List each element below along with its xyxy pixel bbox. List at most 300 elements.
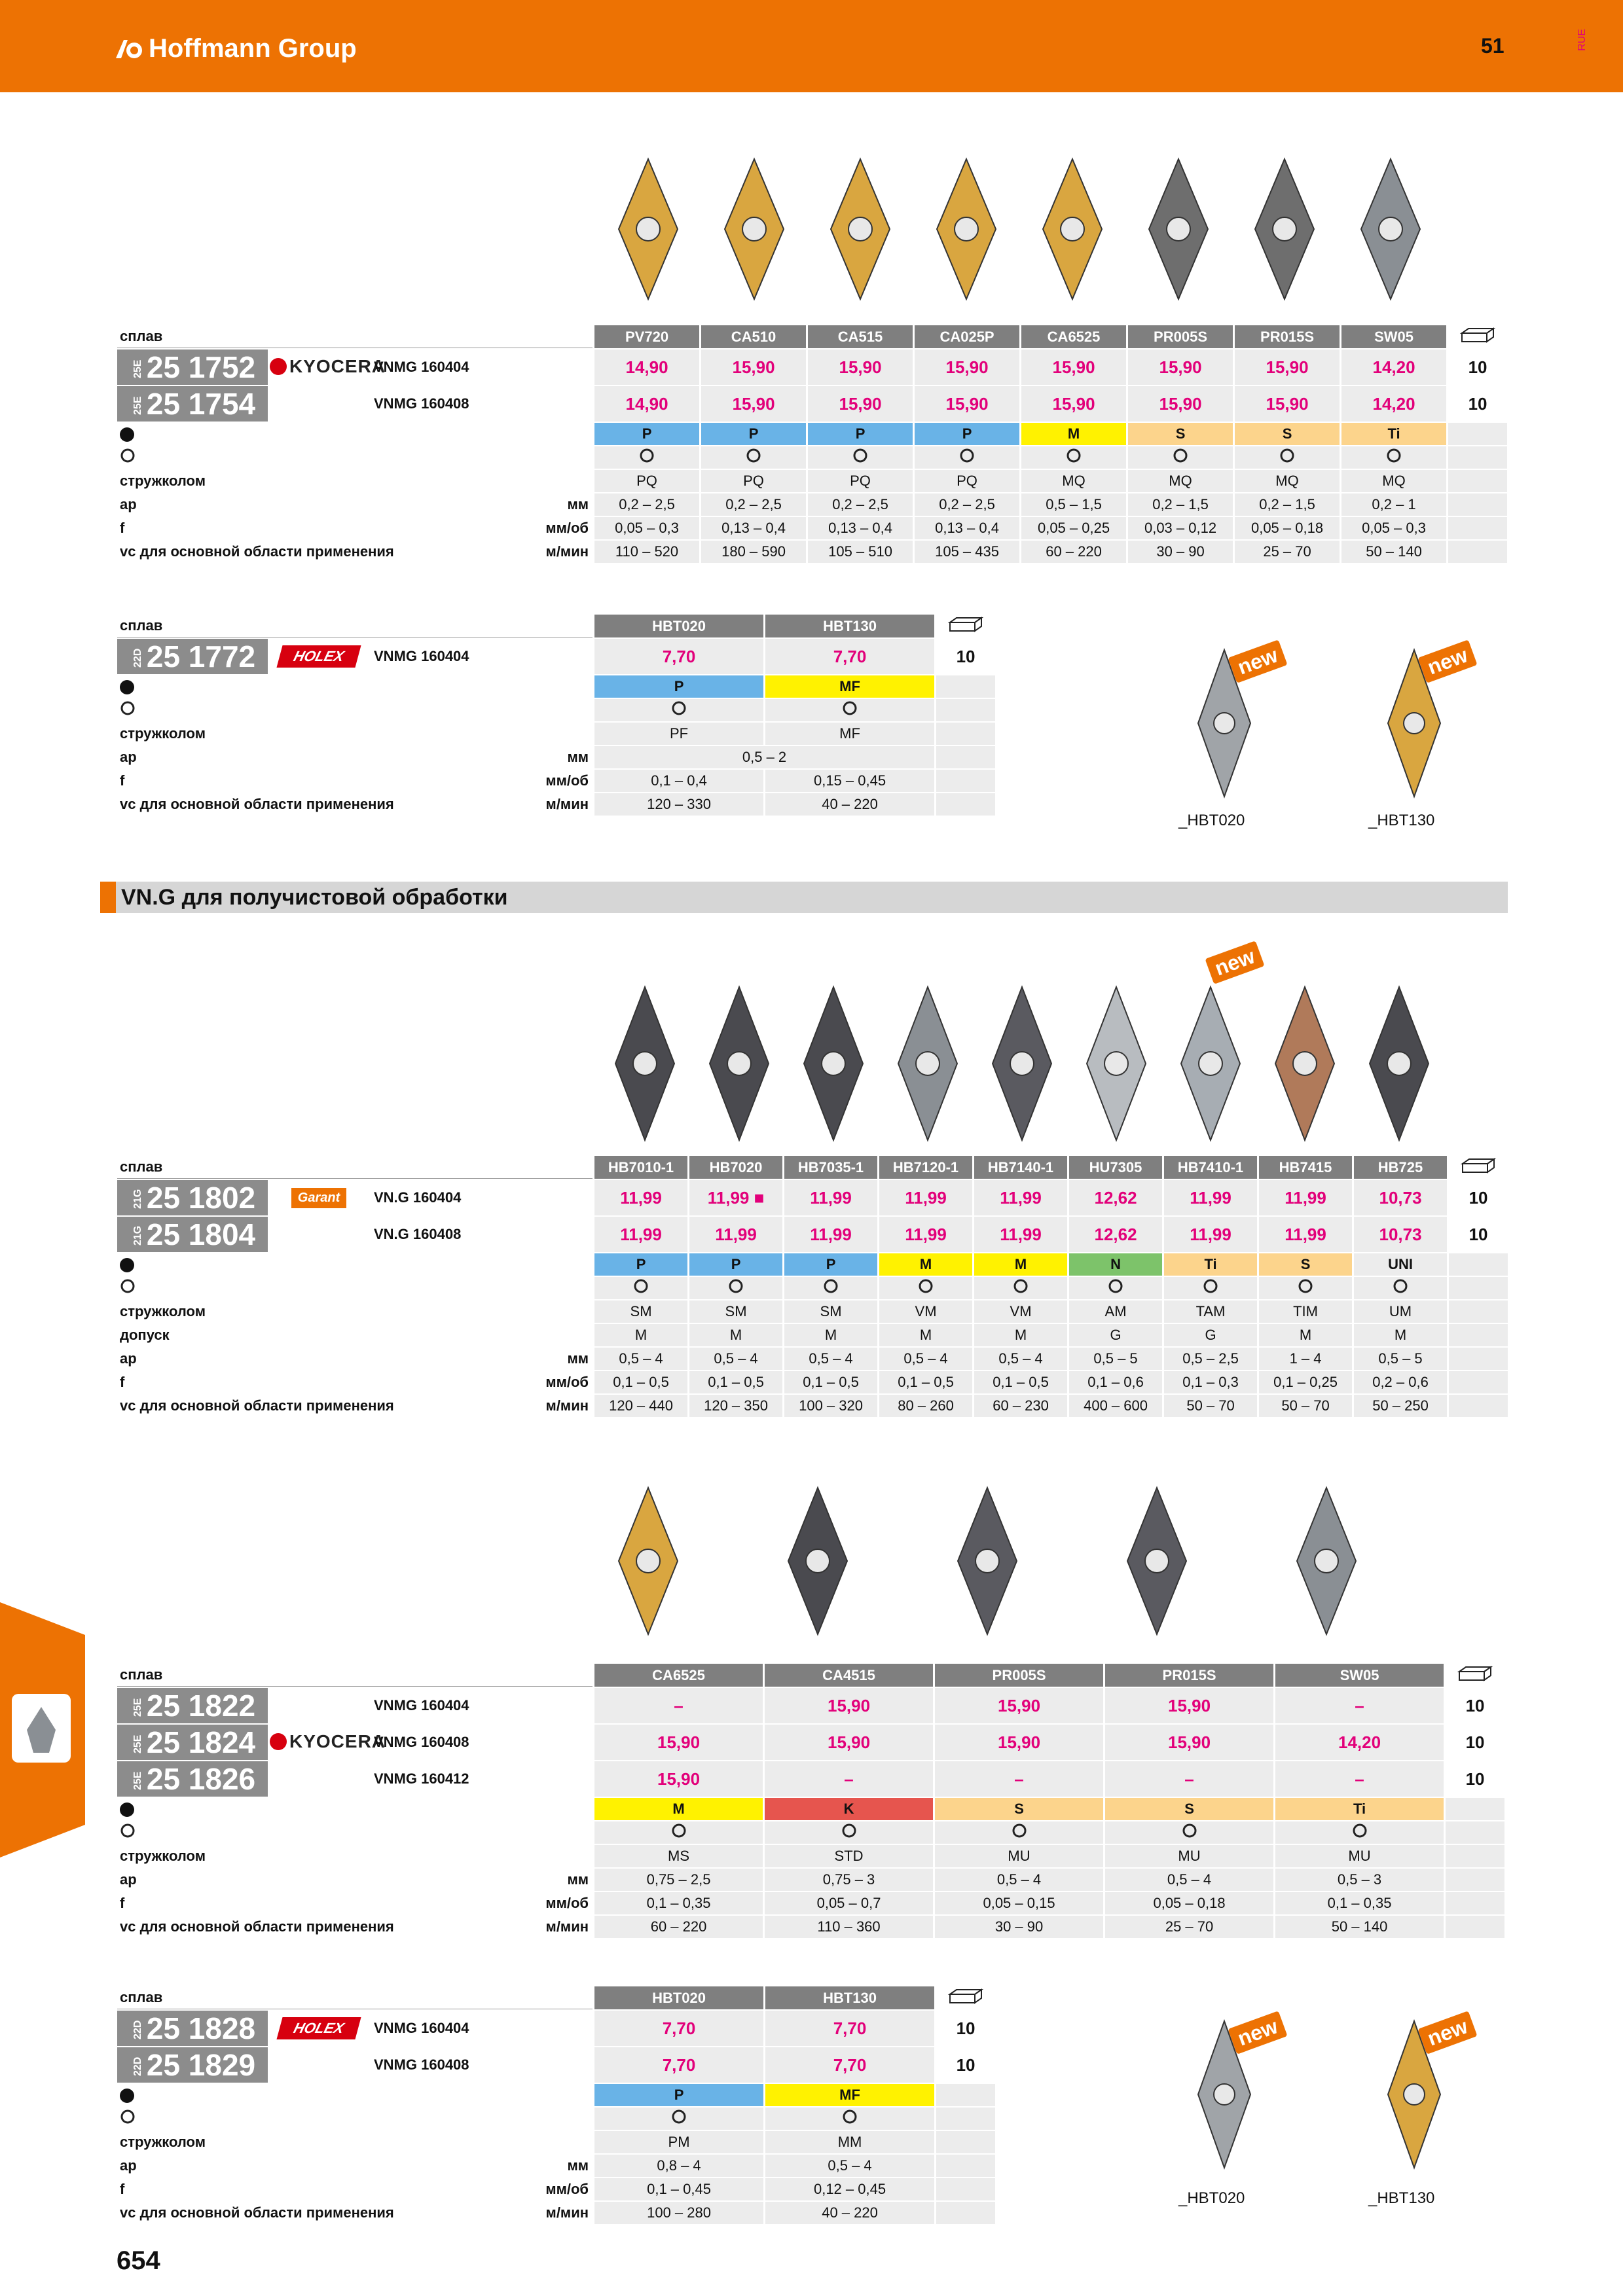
price-cell[interactable]: 11,99 ■ [689, 1180, 782, 1215]
speed-cell: 60 – 220 [594, 1916, 763, 1938]
price-cell[interactable]: 14,90 [594, 350, 699, 385]
product-table-1 [115, 324, 1510, 564]
speed-cell: 105 – 435 [915, 541, 1019, 563]
ap-row [117, 1348, 1508, 1370]
geometry-cell [1021, 446, 1126, 469]
material-group: K [765, 1798, 933, 1820]
chipbreaker-cell: MU [1105, 1845, 1273, 1867]
speed-cell: 100 – 280 [594, 2202, 763, 2224]
empty-cell [936, 2202, 995, 2224]
empty-cell [936, 2178, 995, 2200]
grade-header: HB7140-1 [974, 1156, 1067, 1179]
article-number [117, 386, 268, 422]
chipbreaker-cell: MF [765, 723, 934, 745]
chipbreaker-shape-icon [1279, 448, 1295, 463]
cutting-insert-image [1275, 987, 1334, 1140]
article-number [117, 2011, 268, 2046]
price-cell[interactable]: 15,90 [935, 1725, 1103, 1760]
feed-cell: 0,1 – 0,35 [1275, 1892, 1444, 1914]
geometry-row [117, 1821, 1504, 1844]
cutting-insert-image [1043, 159, 1102, 299]
speed-cell: 30 – 90 [935, 1916, 1103, 1938]
feed-label: f [120, 520, 125, 536]
grade-header: HBT020 [594, 615, 763, 637]
material-dot-icon [120, 2089, 134, 2103]
ap-cell: 0,5 – 3 [1275, 1869, 1444, 1891]
price-cell[interactable]: 15,90 [915, 350, 1019, 385]
feed-label: f [120, 1374, 125, 1390]
chipbreaker-cell: VM [974, 1300, 1067, 1323]
article-row [117, 1217, 1508, 1252]
speed-cell: 110 – 520 [594, 541, 699, 563]
chipbreaker-label: стружколом [120, 1848, 206, 1864]
empty-cell [1448, 493, 1507, 516]
tolerance-cell: M [974, 1324, 1067, 1346]
tolerance-label: допуск [120, 1327, 170, 1343]
speed-cell: 50 – 140 [1275, 1916, 1444, 1938]
ap-cell: 0,8 – 4 [594, 2155, 763, 2177]
cutting-insert-image [1370, 987, 1429, 1140]
chipbreaker-shape-icon [918, 1278, 934, 1294]
price-cell[interactable]: 14,90 [594, 386, 699, 422]
price-cell[interactable]: 11,99 [784, 1217, 877, 1252]
geometry-cell [594, 2108, 763, 2130]
speed-cell: 40 – 220 [765, 793, 934, 816]
empty-cell [1449, 1300, 1508, 1323]
cutting-insert-image [1149, 159, 1208, 299]
chipbreaker-row [117, 723, 995, 745]
material-group: P [594, 675, 763, 698]
empty-cell [1448, 541, 1507, 563]
brand-cell [270, 1217, 368, 1252]
chipbreaker-shape-icon [1066, 448, 1082, 463]
inserts-row-3 [589, 982, 1506, 1158]
group-code: 25E [132, 1698, 143, 1717]
price-cell[interactable]: 11,99 [594, 1180, 687, 1215]
grade-header: CA515 [808, 325, 913, 348]
turning-side-tab[interactable] [0, 1602, 85, 1857]
grade-header: CA6525 [1021, 325, 1126, 348]
price-cell[interactable]: 11,99 [594, 1217, 687, 1252]
chipbreaker-cell: SM [689, 1300, 782, 1323]
ap-cell: 0,5 – 2,5 [1164, 1348, 1257, 1370]
geometry-label [117, 2108, 593, 2130]
article-number [117, 1688, 268, 1723]
feed-cell: 0,05 – 0,3 [1341, 517, 1446, 539]
ap-cell: 0,75 – 2,5 [594, 1869, 763, 1891]
chipbreaker-shape-icon [1393, 1278, 1408, 1294]
material-label [117, 1798, 593, 1820]
price-cell[interactable]: 15,90 [765, 1725, 933, 1760]
inserts-row-1 [589, 154, 1453, 317]
price-cell[interactable]: 7,70 [765, 2011, 934, 2046]
material-group: P [594, 1253, 687, 1276]
empty-cell [1449, 1253, 1508, 1276]
product-table-4 [115, 1662, 1510, 1939]
chipbreaker-shape-icon [1108, 1278, 1123, 1294]
material-group: P [594, 2084, 763, 2106]
speed-cell: 25 – 70 [1235, 541, 1340, 563]
price-cell[interactable]: 15,90 [765, 1688, 933, 1723]
tolerance-row [117, 1324, 1508, 1346]
material-dot-icon [120, 427, 134, 442]
speed-unit: м/мин [545, 1397, 589, 1414]
grade-header: CA6525 [594, 1664, 763, 1687]
empty-cell [936, 675, 995, 698]
chipbreaker-row [117, 1845, 1504, 1867]
grade-header: HBT130 [765, 1986, 934, 2009]
chipbreaker-shape-icon [842, 2109, 858, 2125]
price-cell[interactable]: 15,90 [1128, 386, 1233, 422]
geometry-row [117, 2108, 995, 2130]
feed-cell: 0,2 – 0,6 [1354, 1371, 1447, 1393]
grades-header-row [117, 1156, 1508, 1179]
empty-cell [936, 2084, 995, 2106]
speed-row [117, 2202, 995, 2224]
spec-table [115, 1985, 997, 2225]
price-cell[interactable]: 15,90 [1021, 386, 1126, 422]
kyocera-logo [270, 1731, 386, 1752]
cutting-insert-image [788, 1488, 847, 1634]
chipbreaker-shape-icon [842, 700, 858, 716]
speed-cell: 50 – 70 [1259, 1395, 1352, 1417]
ap-label: ap [120, 2157, 137, 2174]
garant-logo: Garant [291, 1188, 346, 1208]
price-cell[interactable]: – [1105, 1761, 1273, 1797]
ap-cell: 0,75 – 3 [765, 1869, 933, 1891]
chipbreaker-label: стружколом [120, 473, 206, 489]
chipbreaker-shape-icon [671, 700, 687, 716]
price-cell[interactable]: 15,90 [594, 1761, 763, 1797]
price-cell[interactable]: 10,73 [1354, 1180, 1447, 1215]
price-cell[interactable]: 11,99 [974, 1217, 1067, 1252]
chipbreaker-row [117, 1300, 1508, 1323]
ap-label: ap [120, 496, 137, 512]
price-cell[interactable]: – [1275, 1761, 1444, 1797]
chipbreaker-cell: MU [1275, 1845, 1444, 1867]
price-cell[interactable]: 15,90 [1021, 350, 1126, 385]
ap-cell: 0,5 – 4 [935, 1869, 1103, 1891]
brand-cell [270, 386, 368, 422]
material-group: P [808, 423, 913, 445]
cutting-geometry-icon [120, 700, 136, 716]
article-number [117, 1761, 268, 1797]
chipbreaker-cell: PQ [915, 470, 1019, 492]
footer-page-number: 654 [117, 2246, 160, 2275]
speed-cell: 120 – 440 [594, 1395, 687, 1417]
material-group: Ti [1275, 1798, 1444, 1820]
speed-cell: 120 – 330 [594, 793, 763, 816]
geometry-cell [1275, 1821, 1444, 1844]
chipbreaker-cell: PF [594, 723, 763, 745]
ap-cell: 0,5 – 4 [765, 2155, 934, 2177]
grade-header: HB725 [1354, 1156, 1447, 1179]
package-box-icon [1457, 1665, 1493, 1682]
article-row [117, 350, 1507, 385]
feed-cell: 0,1 – 0,5 [974, 1371, 1067, 1393]
article-id: 25 1754 [146, 387, 256, 421]
pack-quantity: 10 [1468, 1187, 1488, 1208]
chipbreaker-cell: SM [784, 1300, 877, 1323]
price-cell[interactable]: 15,90 [701, 386, 806, 422]
hoffmann-logo-icon [115, 36, 143, 62]
article-row [117, 1688, 1504, 1723]
chipbreaker-shape-icon [1298, 1278, 1313, 1294]
grades-header-row [117, 325, 1507, 348]
grade-header: HBT130 [765, 615, 934, 637]
chipbreaker-shape-icon [823, 1278, 839, 1294]
material-dot-icon [120, 680, 134, 694]
package-header [936, 615, 995, 637]
price-cell[interactable]: 12,62 [1069, 1180, 1162, 1215]
article-id: 25 1804 [146, 1217, 256, 1251]
article-number [117, 1180, 268, 1215]
feed-label: f [120, 1895, 125, 1911]
feed-row [117, 517, 1507, 539]
kyocera-logo [270, 356, 386, 377]
price-cell[interactable]: – [765, 1761, 933, 1797]
chipbreaker-cell: MQ [1128, 470, 1233, 492]
article-number [117, 639, 268, 674]
ap-cell: 0,2 – 2,5 [594, 493, 699, 516]
price-cell[interactable]: 7,70 [594, 639, 763, 674]
price-cell[interactable]: 11,99 [879, 1180, 972, 1215]
cutting-geometry-icon [120, 448, 136, 463]
cutting-insert-image [725, 159, 784, 299]
group-code: 22D [132, 2056, 143, 2076]
price-cell[interactable]: 11,99 [974, 1180, 1067, 1215]
feed-row [117, 1371, 1508, 1393]
chipbreaker-shape-icon [746, 448, 761, 463]
chipbreaker-label: стружколом [120, 1303, 206, 1319]
price-cell[interactable]: 7,70 [594, 2011, 763, 2046]
feed-cell: 0,1 – 0,45 [594, 2178, 763, 2200]
ap-cell: 0,2 – 1,5 [1128, 493, 1233, 516]
material-group: P [701, 423, 806, 445]
ap-cell: 0,2 – 2,5 [701, 493, 806, 516]
price-cell[interactable]: 15,90 [1235, 386, 1340, 422]
grades-header-row [117, 615, 995, 637]
article-id: 25 1822 [146, 1689, 256, 1723]
brand-cell [270, 350, 386, 385]
grades-header-row [117, 1986, 995, 2009]
group-code: 25E [132, 396, 143, 415]
price-cell[interactable]: 7,70 [765, 2047, 934, 2083]
group-code: 25E [132, 1734, 143, 1753]
ap-unit: мм [567, 1350, 589, 1367]
speed-unit: м/мин [545, 1918, 589, 1935]
package-header [1449, 1156, 1508, 1179]
feed-cell: 0,1 – 0,3 [1164, 1371, 1257, 1393]
brand-cell [270, 1688, 368, 1723]
material-group: S [1259, 1253, 1352, 1276]
kyocera-logo-text: KYOCERA [289, 1731, 386, 1751]
cutting-insert-image [958, 1488, 1017, 1634]
grade-header: HU7305 [1069, 1156, 1162, 1179]
chipbreaker-shape-icon [671, 2109, 687, 2125]
article-row [117, 2011, 995, 2046]
empty-cell [936, 723, 995, 745]
empty-cell [1449, 1348, 1508, 1370]
chipbreaker-cell: SM [594, 1300, 687, 1323]
speed-cell: 80 – 260 [879, 1395, 972, 1417]
feed-cell: 0,1 – 0,6 [1069, 1371, 1162, 1393]
speed-unit: м/мин [545, 543, 589, 560]
price-cell[interactable]: 11,99 [1164, 1180, 1257, 1215]
price-cell[interactable]: 7,70 [594, 2047, 763, 2083]
geometry-cell [765, 699, 934, 721]
chipbreaker-shape-icon [1352, 1823, 1368, 1839]
empty-cell [936, 746, 995, 768]
grade-header: SW05 [1341, 325, 1446, 348]
price-cell[interactable]: 14,20 [1341, 386, 1446, 422]
price-cell[interactable]: 15,90 [1105, 1688, 1273, 1723]
ap-row [117, 2155, 995, 2177]
pack-quantity: 10 [956, 646, 976, 666]
cutting-insert-image [831, 159, 890, 299]
price-cell[interactable]: 11,99 [1259, 1180, 1352, 1215]
pack-quantity: 10 [1465, 1732, 1485, 1752]
article-number [117, 2047, 268, 2083]
article-row [117, 1180, 1508, 1215]
feed-cell: 0,1 – 0,5 [689, 1371, 782, 1393]
cutting-insert-image [619, 159, 678, 299]
price-cell[interactable]: 15,90 [935, 1688, 1103, 1723]
geometry-cell [1069, 1277, 1162, 1299]
material-group: M [1021, 423, 1126, 445]
geometry-cell [594, 699, 763, 721]
kyocera-mark-icon [270, 358, 287, 375]
empty-cell [936, 2131, 995, 2153]
price-cell[interactable]: – [1275, 1688, 1444, 1723]
cutting-insert-image [1127, 1488, 1186, 1634]
price-cell[interactable]: 11,99 [879, 1217, 972, 1252]
price-cell[interactable]: 14,20 [1341, 350, 1446, 385]
material-group: MF [765, 675, 934, 698]
speed-cell: 30 – 90 [1128, 541, 1233, 563]
article-designation: VNMG 160404 [374, 359, 469, 375]
price-cell[interactable]: 15,90 [594, 1725, 763, 1760]
feed-cell: 0,13 – 0,4 [701, 517, 806, 539]
empty-cell [1448, 446, 1507, 469]
grade-header: HB7010-1 [594, 1156, 687, 1179]
grade-header: SW05 [1275, 1664, 1444, 1687]
price-cell[interactable]: 11,99 [689, 1217, 782, 1252]
geometry-cell [1341, 446, 1446, 469]
article-id: 25 1826 [146, 1762, 256, 1796]
ap-cell: 1 – 4 [1259, 1348, 1352, 1370]
price-cell[interactable]: 15,90 [1128, 350, 1233, 385]
speed-cell: 105 – 510 [808, 541, 913, 563]
price-cell[interactable]: 14,20 [1275, 1725, 1444, 1760]
material-group: P [784, 1253, 877, 1276]
chipbreaker-shape-icon [728, 1278, 744, 1294]
empty-cell [936, 2155, 995, 2177]
empty-cell [1446, 1916, 1504, 1938]
ap-cell: 0,5 – 4 [1105, 1869, 1273, 1891]
chipbreaker-cell: MQ [1021, 470, 1126, 492]
material-group: M [594, 1798, 763, 1820]
chipbreaker-cell: PQ [594, 470, 699, 492]
chipbreaker-cell: PQ [808, 470, 913, 492]
chipbreaker-shape-icon [1203, 1278, 1218, 1294]
article-designation: VN.G 160404 [374, 1189, 462, 1206]
chipbreaker-shape-icon [1012, 1823, 1027, 1839]
spec-table [115, 1662, 1506, 1939]
insert-caption: _HBT130 [1368, 2189, 1435, 2207]
price-cell[interactable]: 15,90 [701, 350, 806, 385]
material-row [117, 1253, 1508, 1276]
geometry-label [117, 1277, 593, 1299]
empty-cell [936, 2108, 995, 2130]
speed-cell: 110 – 360 [765, 1916, 933, 1938]
price-cell[interactable]: 11,99 [1164, 1217, 1257, 1252]
price-cell[interactable]: 11,99 [784, 1180, 877, 1215]
new-badge: new [1417, 639, 1477, 683]
cutting-insert-image [1255, 159, 1314, 299]
chipbreaker-row [117, 2131, 995, 2153]
chipbreaker-cell: MM [765, 2131, 934, 2153]
speed-cell: 100 – 320 [784, 1395, 877, 1417]
geometry-cell [974, 1277, 1067, 1299]
empty-cell [1449, 1395, 1508, 1417]
price-cell[interactable]: 15,90 [1235, 350, 1340, 385]
price-cell[interactable]: 12,62 [1069, 1217, 1162, 1252]
grade-header: CA4515 [765, 1664, 933, 1687]
group-code: 22D [132, 2020, 143, 2039]
chipbreaker-cell: VM [879, 1300, 972, 1323]
article-designation: VNMG 160412 [374, 1770, 469, 1787]
brand-cell [270, 2011, 368, 2046]
geometry-row [117, 699, 995, 721]
price-cell[interactable]: 15,90 [1105, 1725, 1273, 1760]
material-label [117, 2084, 593, 2106]
article-row [117, 1761, 1504, 1797]
price-cell[interactable]: 15,90 [915, 386, 1019, 422]
material-group: N [1069, 1253, 1162, 1276]
chipbreaker-shape-icon [639, 448, 655, 463]
pack-quantity: 10 [1468, 357, 1487, 377]
price-cell[interactable]: 7,70 [765, 639, 934, 674]
brand-cell [270, 1180, 368, 1215]
cutting-geometry-icon [120, 2109, 136, 2125]
cutting-insert-image [619, 1488, 678, 1634]
chipbreaker-cell: PM [594, 2131, 763, 2153]
chipbreaker-label: стружколом [120, 725, 206, 742]
article-id: 25 1828 [146, 2011, 256, 2045]
ap-unit: мм [567, 1871, 589, 1888]
price-cell[interactable]: – [594, 1688, 763, 1723]
empty-cell [1449, 1277, 1508, 1299]
speed-cell: 60 – 230 [974, 1395, 1067, 1417]
empty-cell [1446, 1845, 1504, 1867]
speed-cell: 400 – 600 [1069, 1395, 1162, 1417]
price-cell[interactable]: 15,90 [808, 350, 913, 385]
price-cell[interactable]: 11,99 [1259, 1217, 1352, 1252]
material-group: P [689, 1253, 782, 1276]
price-cell[interactable]: 15,90 [808, 386, 913, 422]
cutting-insert-image [615, 987, 674, 1140]
feed-unit: мм/об [545, 2181, 589, 2197]
price-cell[interactable]: – [935, 1761, 1103, 1797]
pack-quantity: 10 [956, 2054, 976, 2075]
speed-row [117, 1395, 1508, 1417]
geometry-cell [594, 1821, 763, 1844]
chipbreaker-shape-icon [671, 1823, 687, 1839]
tolerance-cell: M [784, 1324, 877, 1346]
price-cell[interactable]: 10,73 [1354, 1217, 1447, 1252]
insert-caption: _HBT020 [1178, 812, 1245, 829]
